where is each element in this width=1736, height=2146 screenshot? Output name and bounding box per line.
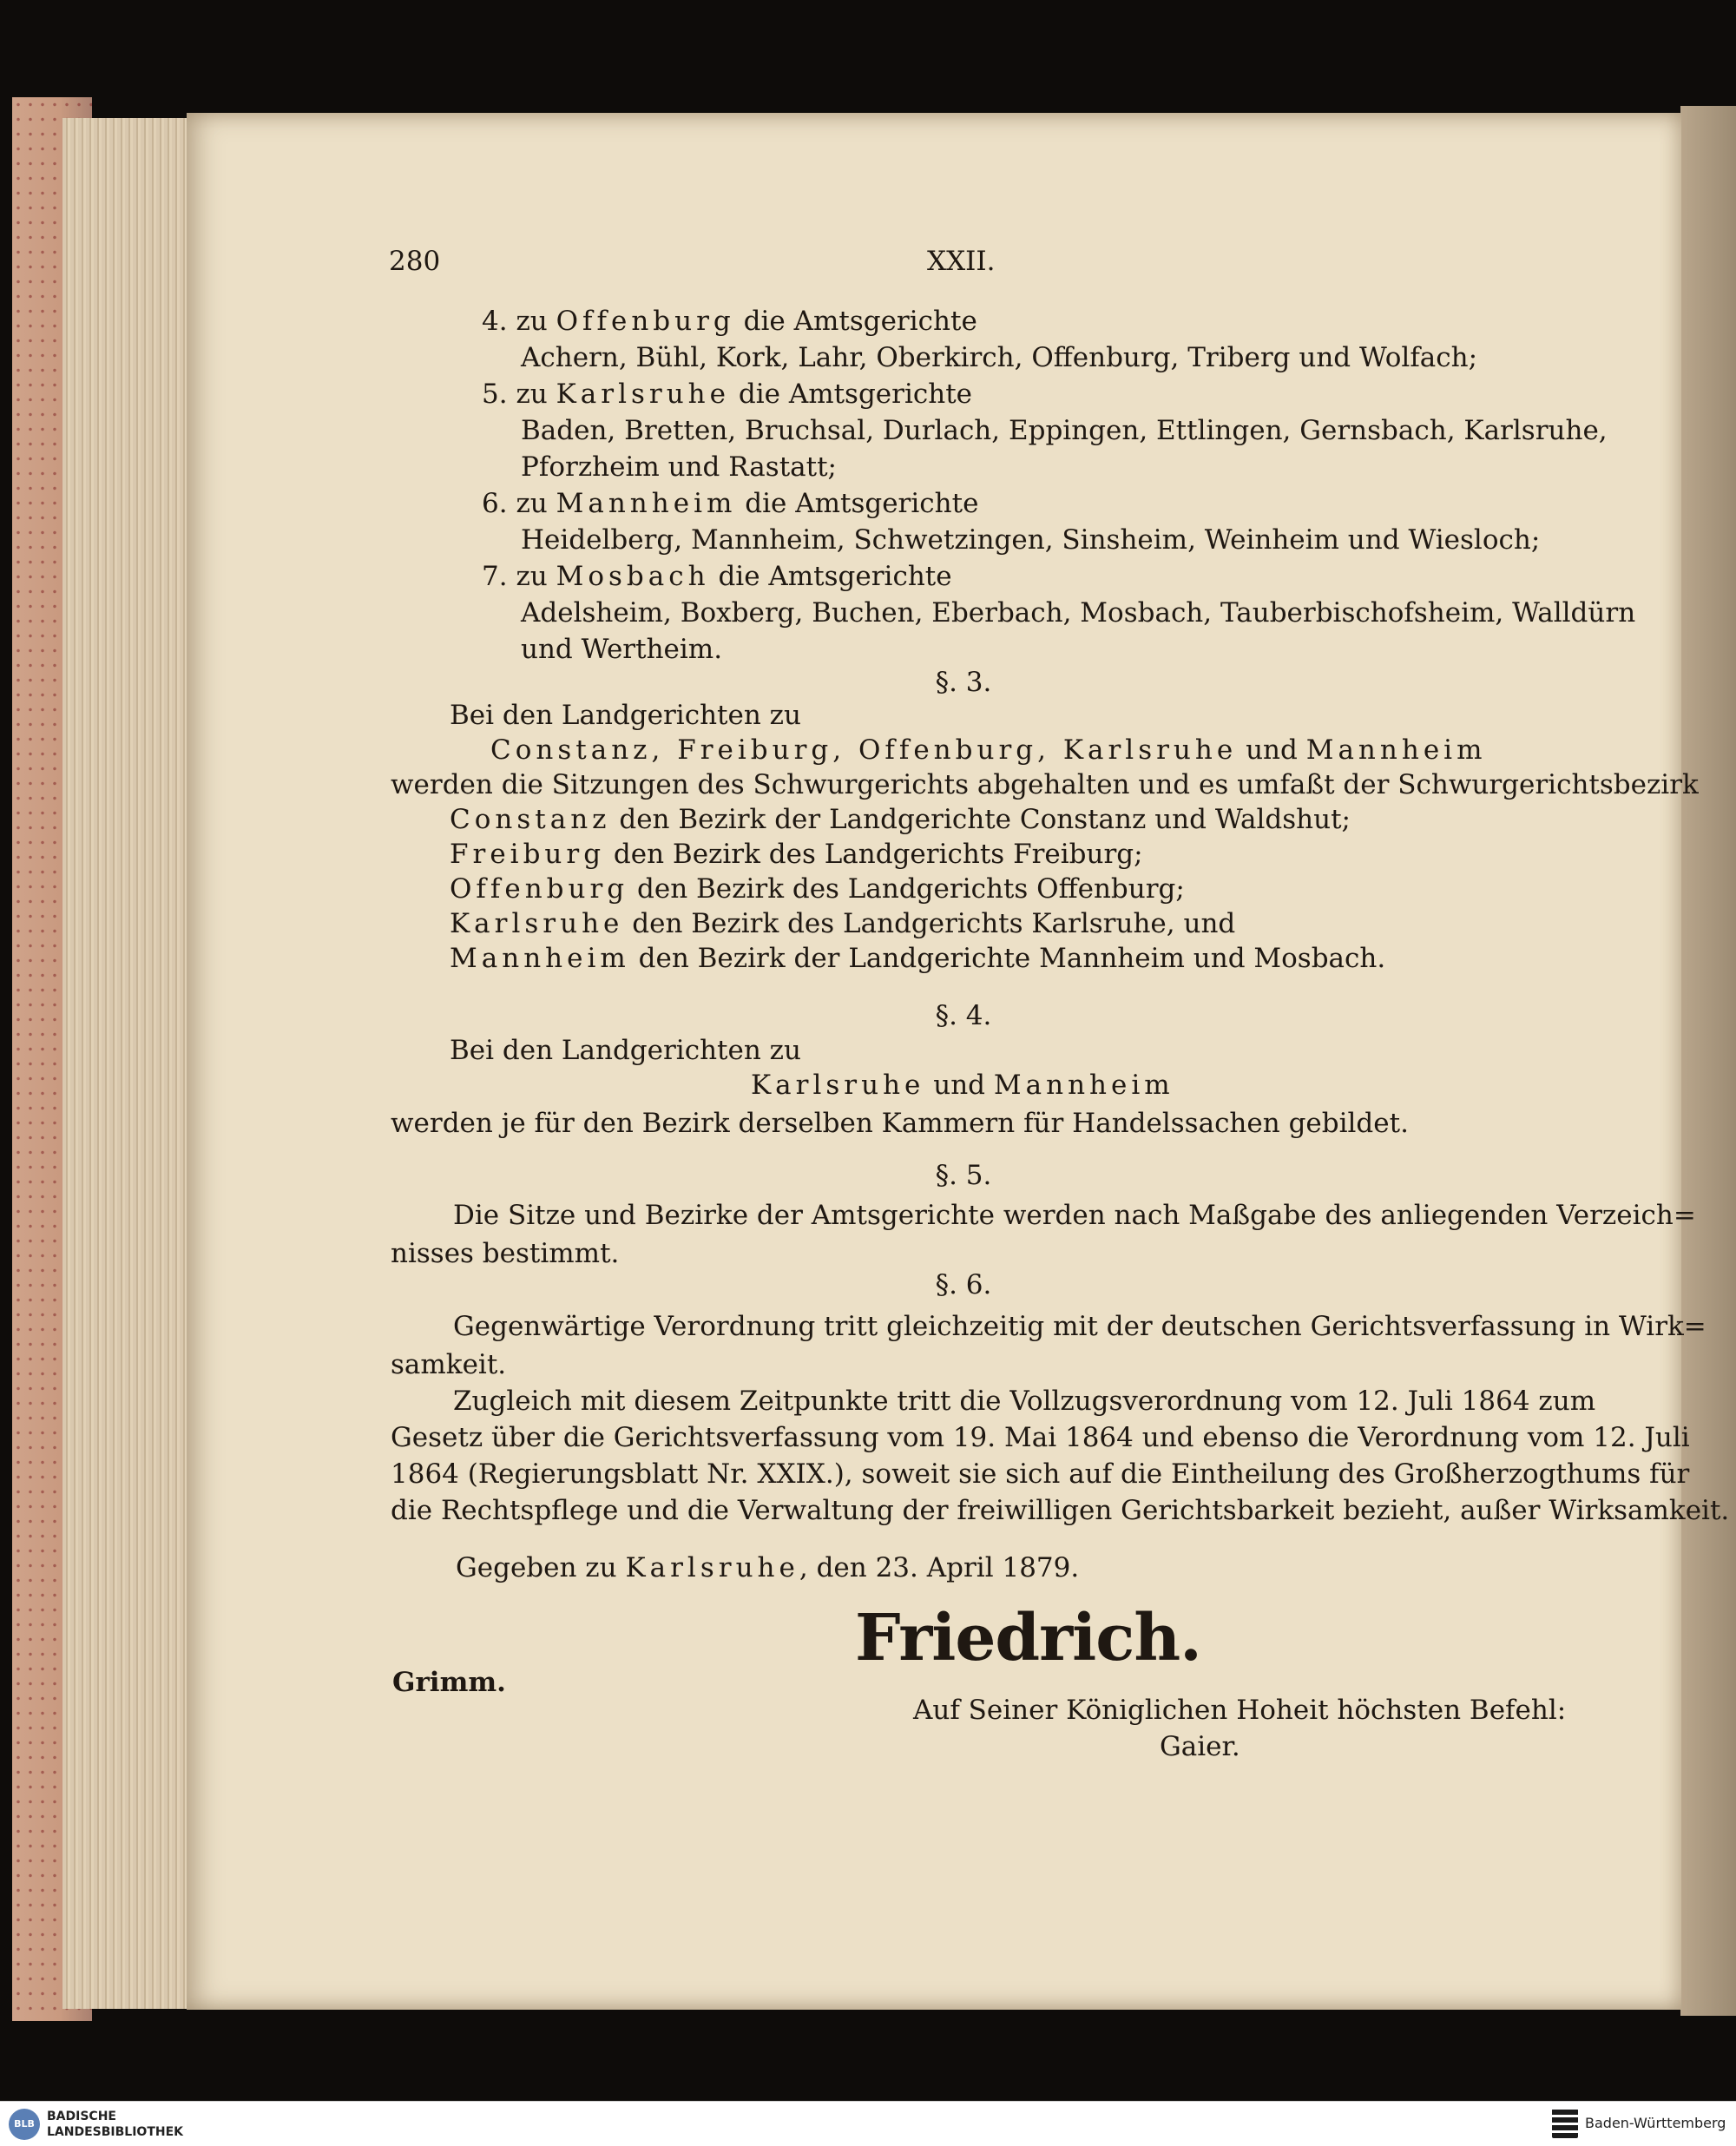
page-number: 280 xyxy=(389,246,441,277)
section-6-para-1-line-2: samkeit. xyxy=(391,1349,507,1380)
library-name-line-2: LANDESBIBLIOTHEK xyxy=(47,2125,184,2139)
given-prefix: Gegeben zu xyxy=(456,1552,617,1583)
section-3-body: werden die Sitzungen des Schwurgerichts abgehalten und es umfaßt der Schwurgerichtsbezirk xyxy=(391,769,1699,800)
section-3-heading: §. 3. xyxy=(935,667,992,698)
list-item-4-courts: Achern, Bühl, Kork, Lahr, Oberkirch, Offenburg, Triberg und Wolfach; xyxy=(521,342,1478,373)
list-item-5-courts-2: Pforzheim und Rastatt; xyxy=(521,451,837,483)
item-city: Mosbach xyxy=(556,561,710,592)
district-text: den Bezirk der Landgerichte Constanz und Waldshut; xyxy=(619,804,1351,835)
city-2: Mannheim xyxy=(993,1070,1174,1101)
district-text: den Bezirk des Landgerichts Karlsruhe, und xyxy=(632,908,1236,939)
list-item-6 xyxy=(482,486,978,522)
district-text: den Bezirk des Landgerichts Offenburg; xyxy=(637,873,1185,905)
city-last: Mannheim xyxy=(1305,734,1487,766)
section-3-cities xyxy=(490,733,1486,768)
item-suffix: die Amtsgerichte xyxy=(745,488,979,519)
section-4-body: werden je für den Bezirk derselben Kammern für Handelssachen gebildet. xyxy=(391,1108,1409,1139)
item-prefix: zu xyxy=(516,488,548,519)
section-5-line-1: Die Sitze und Bezirke der Amtsgerichte werden nach Maßgabe des anliegenden Verzeich= xyxy=(453,1200,1696,1231)
item-prefix: zu xyxy=(516,379,548,410)
district-city: Freiburg xyxy=(450,839,606,870)
district-text: den Bezirk der Landgerichte Mannheim und Mosbach. xyxy=(638,943,1386,974)
item-number: 5. xyxy=(482,379,508,410)
given-date: , den 23. April 1879. xyxy=(799,1552,1080,1583)
state-emblem-icon xyxy=(1552,2109,1578,2138)
order-line: Auf Seiner Königlichen Hoheit höchsten Befehl: xyxy=(913,1695,1567,1726)
conjunction: und xyxy=(1246,734,1298,766)
item-suffix: die Amtsgerichte xyxy=(743,306,977,337)
item-city: Karlsruhe xyxy=(556,379,730,410)
library-name-line-1: BADISCHE xyxy=(47,2110,116,2123)
district-freiburg xyxy=(450,837,1143,872)
list-item-5 xyxy=(482,377,972,412)
section-3-intro: Bei den Landgerichten zu xyxy=(450,700,801,731)
list-item-4 xyxy=(482,304,977,339)
section-6-heading: §. 6. xyxy=(935,1269,992,1300)
district-offenburg xyxy=(450,872,1185,907)
item-suffix: die Amtsgerichte xyxy=(738,379,973,410)
item-number: 4. xyxy=(482,306,508,337)
item-city: Offenburg xyxy=(556,306,735,337)
section-6-para-2-line-3: 1864 (Regierungsblatt Nr. XXIX.), soweit sie sich auf die Eintheilung des Großherzogthums für xyxy=(391,1458,1690,1490)
list-item-7 xyxy=(482,559,952,595)
item-number: 6. xyxy=(482,488,508,519)
section-6-para-1-line-1: Gegenwärtige Verordnung tritt gleichzeitig mit der deutschen Gerichtsverfassung in Wirk= xyxy=(453,1311,1706,1342)
section-4-heading: §. 4. xyxy=(935,1000,992,1031)
list-item-7-courts-1: Adelsheim, Boxberg, Buchen, Eberbach, Mosbach, Tauberbischofsheim, Walldürn xyxy=(521,597,1636,629)
state-name: Baden-Württemberg xyxy=(1585,2115,1726,2131)
viewer-footer xyxy=(0,2101,1736,2146)
signature-friedrich: Friedrich. xyxy=(855,1601,1201,1675)
district-city: Karlsruhe xyxy=(450,908,624,939)
section-5-line-2: nisses bestimmt. xyxy=(391,1238,620,1269)
section-6-para-2-line-1: Zugleich mit diesem Zeitpunkte tritt die Vollzugsverordnung vom 12. Juli 1864 zum xyxy=(453,1386,1596,1417)
section-4-cities xyxy=(751,1068,1174,1103)
district-city: Mannheim xyxy=(450,943,630,974)
given-city: Karlsruhe xyxy=(625,1552,799,1583)
city-list: Constanz, Freiburg, Offenburg, Karlsruhe xyxy=(490,734,1238,766)
district-text: den Bezirk des Landgerichts Freiburg; xyxy=(613,839,1143,870)
district-city: Offenburg xyxy=(450,873,629,905)
blb-logo-icon: BLB xyxy=(9,2109,40,2140)
item-city: Mannheim xyxy=(556,488,737,519)
item-prefix: zu xyxy=(516,561,548,592)
section-6-para-2-line-2: Gesetz über die Gerichtsverfassung vom 19. Mai 1864 und ebenso die Verordnung vom 12. Juli xyxy=(391,1422,1690,1453)
given-at xyxy=(456,1550,1079,1586)
district-city: Constanz xyxy=(450,804,611,835)
library-name xyxy=(47,2109,183,2140)
city-1: Karlsruhe xyxy=(751,1070,925,1101)
list-item-6-courts: Heidelberg, Mannheim, Schwetzingen, Sinsheim, Weinheim und Wiesloch; xyxy=(521,524,1541,556)
list-item-7-courts-2: und Wertheim. xyxy=(521,634,723,665)
item-prefix: zu xyxy=(516,306,548,337)
minister-name: Grimm. xyxy=(392,1667,506,1698)
item-number: 7. xyxy=(482,561,508,592)
issue-number: XXII. xyxy=(927,246,996,277)
district-mannheim xyxy=(450,941,1385,977)
section-5-heading: §. 5. xyxy=(935,1160,992,1191)
section-6-para-2-line-4: die Rechtspflege und die Verwaltung der freiwilligen Gerichtsbarkeit bezieht, außer Wirksamkeit. xyxy=(391,1495,1730,1526)
list-item-5-courts-1: Baden, Bretten, Bruchsal, Durlach, Eppingen, Ettlingen, Gernsbach, Karlsruhe, xyxy=(521,415,1608,446)
conjunction: und xyxy=(933,1070,986,1101)
item-suffix: die Amtsgerichte xyxy=(718,561,952,592)
section-4-intro: Bei den Landgerichten zu xyxy=(450,1035,801,1066)
district-constanz xyxy=(450,802,1351,838)
district-karlsruhe xyxy=(450,906,1235,942)
secretary-name: Gaier. xyxy=(1160,1731,1240,1762)
